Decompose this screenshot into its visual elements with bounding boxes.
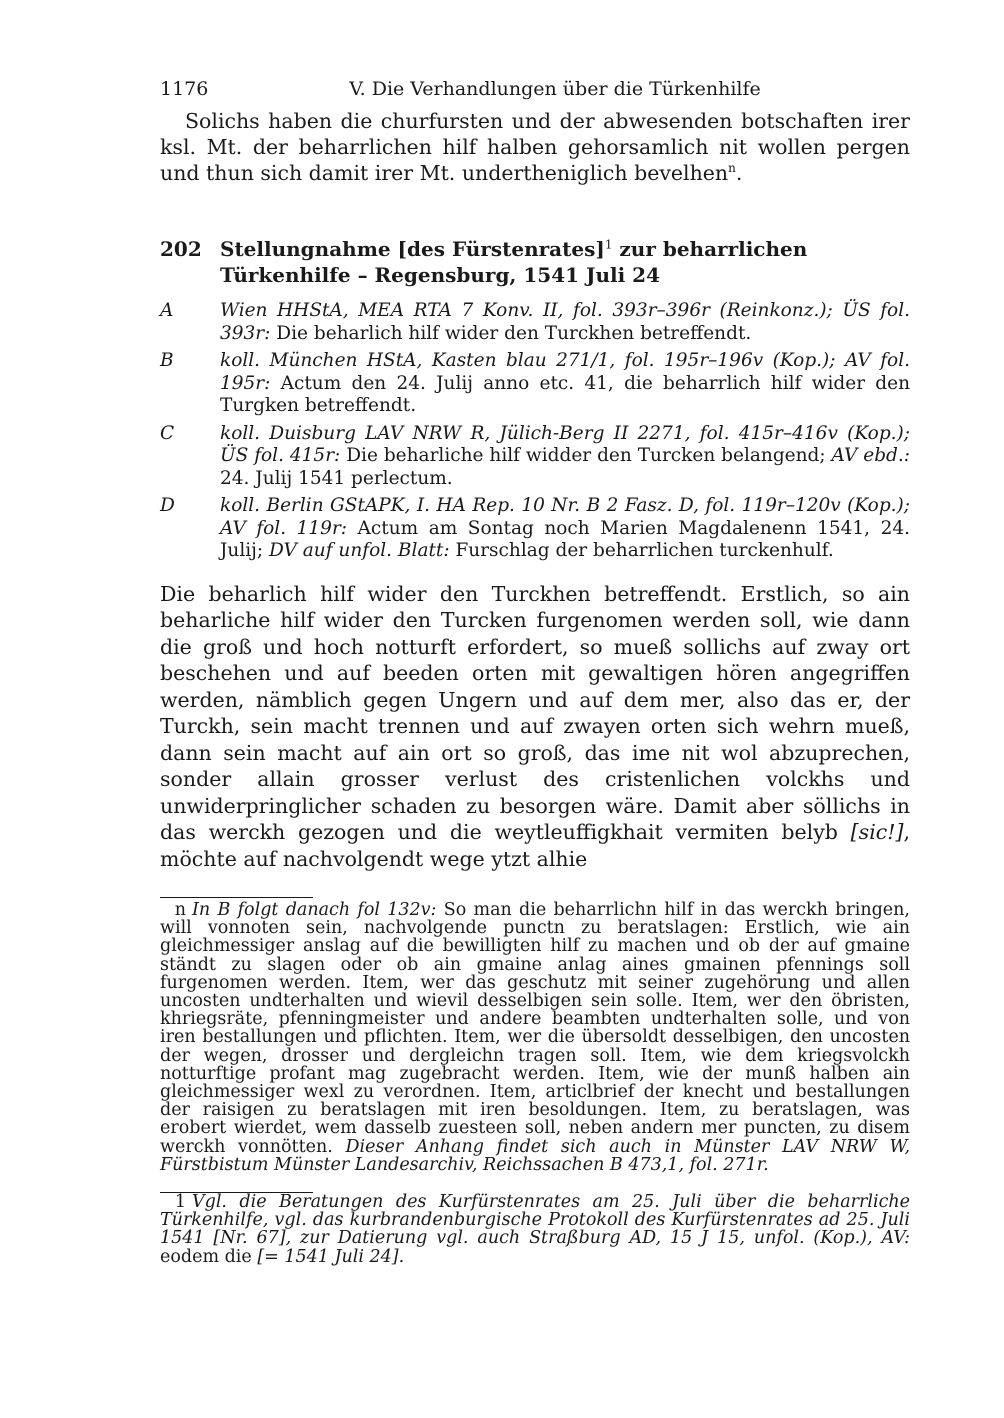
source-siglum: D xyxy=(160,495,175,516)
footnote-n xyxy=(160,901,910,1174)
source-description xyxy=(220,495,910,563)
source-annotation: Furschlag der beharrlichen turckenhulf. xyxy=(449,540,834,561)
source-annotation-label: DV auf unfol. Blatt: xyxy=(269,540,450,561)
source-entry-a xyxy=(160,300,910,345)
intro-paragraph xyxy=(160,108,910,186)
footnote-lead: Vgl. die Beratungen des Kurfürstenrates am 25. Juli über die beharrliche Türkenhilfe, vgl. das kurbrandenburgische Protokoll des Kurfürstenrates ad 25. Juli 1541 [Nr. 67], zur Datierung vgl. auch Straßburg AD, 15 J 15, unfol. (Kop.), AV: xyxy=(160,1192,910,1249)
page xyxy=(160,78,910,1266)
document-number: 202 xyxy=(160,237,202,261)
footnote-ref-n[interactable]: n xyxy=(728,161,736,176)
footnote-ref-1[interactable]: 1 xyxy=(604,237,613,252)
footnote-mark: 1 xyxy=(174,1192,186,1213)
footnote-tail: [= 1541 Juli 24]. xyxy=(257,1246,405,1267)
source-entry-b xyxy=(160,350,910,418)
source-entry-d xyxy=(160,495,910,563)
footnote-divider xyxy=(160,897,313,898)
source-siglum: C xyxy=(160,422,175,444)
source-description xyxy=(220,350,910,418)
page-number: 1176 xyxy=(160,78,209,100)
footnote-body: eodem die xyxy=(160,1246,258,1267)
source-description xyxy=(220,423,910,491)
source-note: Die beharlich hilf wider den Turckhen betreffendt. xyxy=(270,322,752,344)
source-description xyxy=(220,300,910,345)
sic-marker: [sic!] xyxy=(850,820,904,844)
document-heading xyxy=(160,236,910,288)
main-text xyxy=(160,581,910,873)
running-title: V. Die Verhandlungen über die Türkenhilfe xyxy=(349,78,761,100)
document-title-part2: zur beharrlichen Türkenhilfe – Regensburg, 1541 Juli 24 xyxy=(220,237,808,287)
source-list xyxy=(160,300,910,563)
intro-text: Solichs haben die churfursten und der abwesenden botschaften irer ksl. Mt. der beharrlichen hilf halben gehorsamlich nit wollen pergen und thun sich damit irer Mt. undertheniglich bevelhen xyxy=(160,109,910,185)
source-siglum: A xyxy=(160,300,174,321)
source-annotation-label: AV ebd.: xyxy=(831,445,911,466)
page-header xyxy=(160,78,910,108)
source-siglum: B xyxy=(160,350,174,371)
source-archive: koll. Duisburg LAV NRW R, Jülich-Berg II 2271, fol. 415r–416v (Kop.); ÜS fol. 415r: xyxy=(220,422,910,466)
source-archive: Wien HHStA, MEA RTA 7 Konv. II, fol. 393r–396r (Reinkonz.); ÜS fol. 393r: xyxy=(220,300,910,344)
intro-end: . xyxy=(735,161,743,185)
main-text-part1: Die beharlich hilf wider den Turckhen betreffendt. Erstlich, so ain beharliche hilf wider den Turcken furgenomen werden soll, wie dann die groß und hoch notturft erfordert, so mueß sollichs auf zway ort beschehen und auf beeden orten mit gewaltigen hören angegriffen werden, nämblich gegen Ungern und auf dem mer, also das er, der Turckh, sein macht trennen und auf zwayen orten sich wehrn mueß, dann sein macht auf ain ort so groß, das ime nit wol abzuprechen, sonder allain grosser verlust des cristenlichen volckhs und unwiderpringlicher schaden zu besorgen wäre. Damit aber söllichs in das werckh gezogen und die weytleuffigkhait vermiten belyb xyxy=(160,581,910,844)
footnote-tail: Dieser Anhang findet sich auch in Münster LAV NRW W, Fürstbistum Münster Landesarchiv, Reichssachen B 473,1, fol. 271r. xyxy=(160,1136,911,1175)
document-title-part1: Stellungnahme [des Fürstenrates] xyxy=(220,237,605,261)
source-entry-c xyxy=(160,423,910,491)
footnote-body: So man die beharrlichn hilf in das werckh bringen, will vonnoten sein, nachvolgende punctn zu beratslagen: Erstlich, wie ain gleichmessiger anslag auf die bewilligten hilf zu machen und ob der auf gmaine ständt zu slagen oder ob ain gmaine anlag aines gmainen pfennings soll furgenomen werden. Item, wer das geschutz mit seiner zugehörung und allen uncosten undterhalten und wievil desselbigen sein solle. Item, wer den öbristen, khriegsräte, pfenningmeister und andere beambten undterhalten solle, und von iren bestallungen und pflichten. Item, wer die übersoldt desselbigen, den uncosten der wegen, drosser und dergleichn tragen soll. Item, wie dem kriegsvolckh notturftige profant mag zugebracht werden. Item, wie der munß halben ain gleichmessiger wexl zu verordnen. Item, articlbrief der knecht und bestallungen der raisigen zu beratslagen mit iren besoldungen. Item, zu beratslagen, was erobert wierdet, wem dasselb zuesteen soll, neben andern mer puncten, zu disem werckh vonnötten. xyxy=(160,900,910,1157)
source-annotation: 24. Julij 1541 perlectum. xyxy=(220,467,453,489)
footnote-lead: In B folgt danach fol 132v: xyxy=(192,900,437,920)
document-title xyxy=(220,236,910,288)
source-note: Actum den 24. Julij anno etc. 41, die beharrlich hilf wider den Turgken betreffendt. xyxy=(220,372,910,416)
footnote-mark: n xyxy=(174,900,186,920)
source-note: Actum am Sontag noch Marien Magdalenenn 1541, 24. Julij; xyxy=(220,517,910,561)
source-archive: koll. München HStA, Kasten blau 271/1, fol. 195r–196v (Kop.); AV fol. 195r: xyxy=(220,350,910,394)
source-archive: koll. Berlin GStAPK, I. HA Rep. 10 Nr. B 2 Fasz. D, fol. 119r–120v (Kop.); AV fol. 119r: xyxy=(220,495,910,539)
source-note: Die beharliche hilf widder den Turcken belangend; xyxy=(340,445,832,466)
main-text-part2: , möchte auf nachvolgendt wege ytzt alhie xyxy=(160,820,910,871)
footnote-1 xyxy=(160,1193,910,1266)
